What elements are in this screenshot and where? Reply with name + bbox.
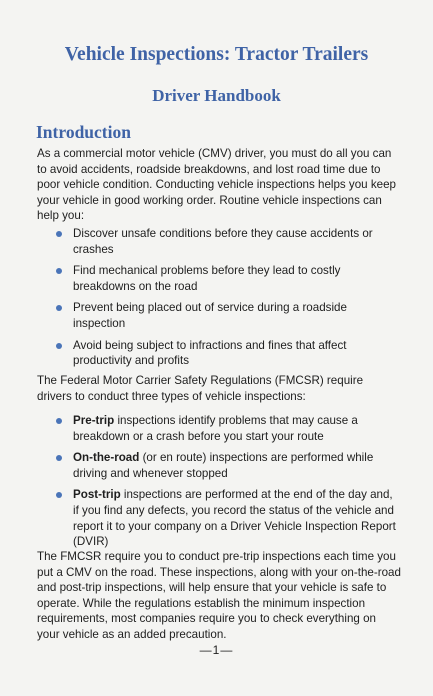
inspection-description: (or en route) inspections are performed while driving and whenever stopped xyxy=(73,451,374,480)
list-item xyxy=(0,487,398,549)
list-item xyxy=(0,263,373,294)
intro-paragraph: As a commercial motor vehicle (CMV) driver, you must do all you can to avoid accidents, roadside breakdowns, and lost road time due to poor vehicle condition. Conducting vehicle inspections helps you keep your vehicle in good working order. Routine vehicle inspections can help you: xyxy=(37,147,396,223)
closing-paragraph: The FMCSR require you to conduct pre-trip inspections each time you put a CMV on the road. These inspections, along with your on-the-road and post-trip inspections, will help ensure that your vehicle is safe to operate. While the regulations establish the minimum inspection requirements, most companies require you to check everything on your vehicle as an added precaution. xyxy=(37,550,401,641)
list-item-text: Find mechanical problems before they lead to costly breakdowns on the road xyxy=(73,264,341,293)
list-item xyxy=(0,450,398,481)
inspection-types-list xyxy=(0,413,433,550)
inspection-description: inspections are performed at the end of the day and, if you find any defects, you record the status of the vehicle and report it to your company on a Driver Vehicle Inspection Report (DVIR) xyxy=(73,488,396,549)
page-title: Vehicle Inspections: Tractor Trailers xyxy=(64,44,369,65)
list-item xyxy=(0,413,398,444)
list-item xyxy=(0,300,373,331)
page-subtitle: Driver Handbook xyxy=(152,86,281,105)
list-item-text: Prevent being placed out of service during a roadside inspection xyxy=(73,301,347,330)
bullet-icon xyxy=(56,343,62,349)
inspection-term: Post-trip xyxy=(73,488,121,502)
benefits-list xyxy=(0,226,433,369)
bullet-icon xyxy=(56,492,62,498)
page-number: —1— xyxy=(199,643,234,657)
list-item-text: Discover unsafe conditions before they cause accidents or crashes xyxy=(73,227,373,256)
section-heading: Introduction xyxy=(36,122,131,142)
bullet-icon xyxy=(56,418,62,424)
bullet-icon xyxy=(56,305,62,311)
list-item xyxy=(0,226,373,257)
bullet-icon xyxy=(56,231,62,237)
list-item xyxy=(0,338,373,369)
inspection-term: Pre-trip xyxy=(73,414,115,427)
bullet-icon xyxy=(56,268,62,274)
bullet-icon xyxy=(56,455,62,461)
inspection-term: On-the-road xyxy=(73,451,140,465)
inspection-description: inspections identify problems that may cause a breakdown or a crash before you start your route xyxy=(73,414,358,443)
fmcsr-intro-paragraph: The Federal Motor Carrier Safety Regulations (FMCSR) require drivers to conduct three types of vehicle inspections: xyxy=(37,374,364,403)
list-item-text: Avoid being subject to infractions and fines that affect productivity and profits xyxy=(73,338,347,368)
